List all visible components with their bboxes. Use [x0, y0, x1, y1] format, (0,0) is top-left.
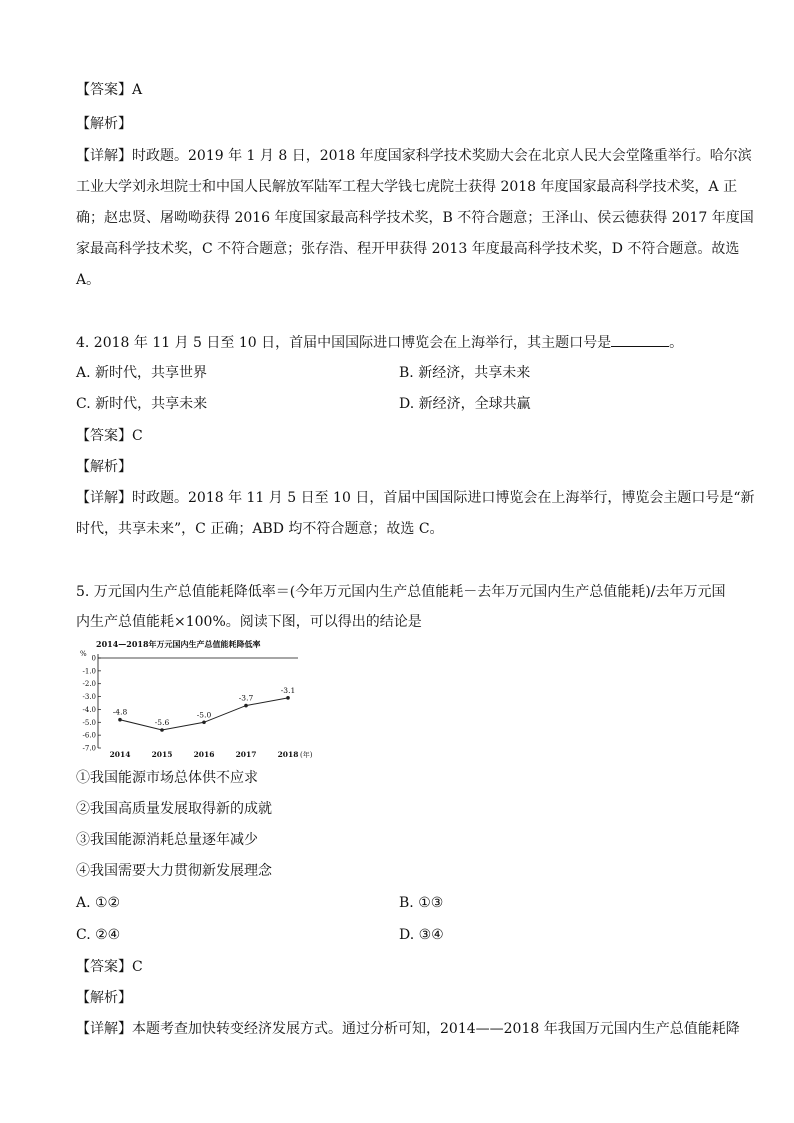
y-tick-label: -1.0 — [82, 667, 96, 676]
x-tick-label: 2016 — [193, 750, 215, 759]
q5-option-d: D. ③④ — [399, 927, 444, 943]
y-unit-label: % — [80, 650, 87, 658]
data-label: -5.6 — [154, 718, 170, 727]
chart-title: 2014—2018年万元国内生产总值能耗降低率 — [96, 639, 261, 649]
q5-statement: ①我国能源市场总体供不应求 — [76, 770, 258, 786]
q3-detail-line: 工业大学刘永坦院士和中国人民解放军陆军工程大学钱七虎院士获得 2018 年度国家最高科学技术奖，A 正 — [76, 179, 738, 195]
q4-stem-text: 4. 2018 年 11 月 5 日至 10 日，首届中国国际进口博览会在上海举行，其主题口号是 — [76, 335, 612, 351]
data-label: -3.1 — [280, 685, 296, 695]
y-tick-label: 0 — [91, 654, 96, 663]
q5-detail-line: 【详解】本题考查加快转变经济发展方式。通过分析可知，2014——2018 年我国万元国内生产总值能耗降 — [76, 1021, 740, 1037]
data-label: -3.7 — [238, 693, 254, 703]
y-tick-label: -2.0 — [82, 680, 96, 689]
data-point — [286, 696, 290, 700]
q3-detail-line: 【详解】时政题。2019 年 1 月 8 日，2018 年度国家科学技术奖励大会在北京人民大会堂隆重举行。哈尔滨 — [76, 148, 752, 164]
x-unit-label: (年) — [300, 751, 313, 759]
data-label: -4.8 — [112, 707, 128, 717]
q4-detail-line: 时代，共享未来”，C 正确；ABD 均不符合题意；故选 C。 — [76, 521, 444, 537]
q4-stem — [76, 332, 683, 353]
q5-statement: ③我国能源消耗总量逐年减少 — [76, 832, 258, 848]
q4-stem-end: 。 — [669, 335, 684, 351]
q5-option-c: C. ②④ — [76, 927, 121, 943]
q5-statement: ④我国需要大力贯彻新发展理念 — [76, 863, 272, 879]
line-chart — [76, 636, 313, 760]
x-tick-label: 2015 — [151, 750, 173, 759]
q5-option-a: A. ①② — [76, 895, 121, 911]
x-tick-label: 2017 — [235, 750, 257, 759]
data-point — [118, 718, 122, 722]
data-point — [244, 704, 248, 708]
x-tick-label: 2014 — [109, 750, 131, 759]
energy-chart — [76, 636, 313, 760]
q4-analysis-label: 【解析】 — [76, 459, 132, 475]
y-tick-label: -4.0 — [82, 705, 96, 714]
y-tick-label: -5.0 — [82, 718, 96, 727]
q3-analysis-label: 【解析】 — [76, 116, 132, 132]
q3-detail-line: 家最高科学技术奖，C 不符合题意；张存浩、程开甲获得 2013 年度最高科学技术奖，D 不符合题意。故选 — [76, 241, 740, 257]
q5-stem-line: 5. 万元国内生产总值能耗降低率＝(今年万元国内生产总值能耗－去年万元国内生产总值能耗)/去年万元国 — [76, 584, 726, 600]
q5-statement: ②我国高质量发展取得新的成就 — [76, 801, 272, 817]
q4-option-d: D. 新经济，全球共赢 — [399, 396, 531, 412]
q5-option-b: B. ①③ — [399, 895, 444, 911]
q3-detail-line: A。 — [76, 272, 101, 288]
x-tick-label: 2018 — [277, 750, 299, 759]
y-tick-label: -7.0 — [82, 744, 96, 753]
q4-answer: 【答案】C — [76, 428, 143, 444]
q5-stem-line: 内生产总值能耗×100%。阅读下图，可以得出的结论是 — [76, 614, 422, 630]
q4-option-a: A. 新时代，共享世界 — [76, 365, 208, 381]
data-label: -5.0 — [196, 710, 212, 720]
q4-option-b: B. 新经济，共享未来 — [399, 365, 531, 381]
y-tick-label: -3.0 — [82, 693, 96, 702]
data-point — [160, 728, 164, 732]
q5-analysis-label: 【解析】 — [76, 990, 132, 1006]
q5-answer: 【答案】C — [76, 959, 143, 975]
data-point — [202, 720, 206, 724]
answer-blank — [611, 332, 669, 347]
q4-option-c: C. 新时代，共享未来 — [76, 396, 208, 412]
y-tick-label: -6.0 — [82, 731, 96, 740]
q3-answer: 【答案】A — [76, 82, 143, 98]
q3-detail-line: 确；赵忠贤、屠呦呦获得 2016 年度国家最高科学技术奖，B 不符合题意；王泽山、侯云德获得 2017 年度国 — [76, 210, 754, 226]
q4-detail-line: 【详解】时政题。2018 年 11 月 5 日至 10 日，首届中国国际进口博览会在上海举行，博览会主题口号是“新 — [76, 490, 755, 506]
